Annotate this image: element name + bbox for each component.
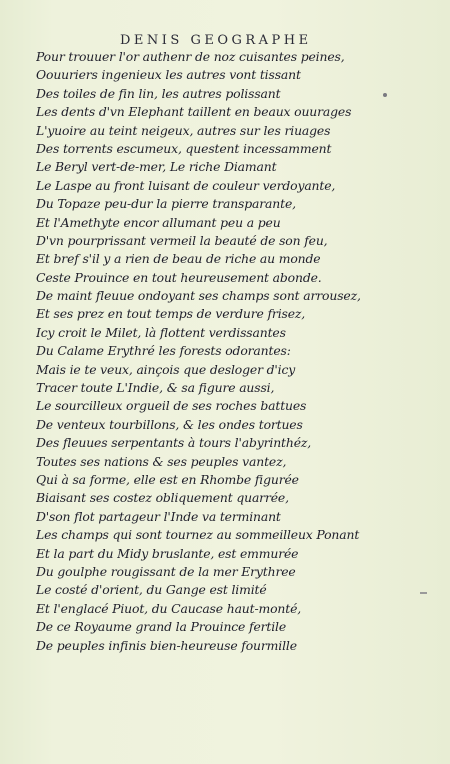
- running-header: DENIS GEOGRAPHE: [120, 33, 312, 48]
- verse-line: Des toiles de fin lin, les autres polissant: [36, 85, 281, 101]
- verse-line: Le Beryl vert-de-mer, Le riche Diamant: [36, 159, 277, 175]
- verse-line: De maint fleuue ondoyant ses champs sont arrousez,: [36, 288, 361, 304]
- verse-line: Tracer toute L'Indie, & sa figure aussi,: [36, 380, 275, 396]
- verse-line: Ceste Prouince en tout heureusement abonde.: [36, 269, 322, 285]
- verse-line: Des fleuues serpentants à tours l'abyrinthéz,: [36, 435, 312, 451]
- verse-lines: [36, 48, 436, 655]
- verse-line: Le costé d'orient, du Gange est limité: [36, 582, 267, 598]
- verse-line: Du Calame Erythré les forests odorantes:: [36, 343, 291, 359]
- verse-line: De peuples infinis bien-heureuse fourmille: [36, 637, 297, 653]
- verse-line: Mais ie te veux, ainçois que desloger d'icy: [36, 361, 296, 377]
- verse-line: Du goulphe rougissant de la mer Erythree: [36, 563, 296, 579]
- verse-line: De ce Royaume grand la Prouince fertile: [36, 619, 287, 635]
- verse-line: Oouuriers ingenieux les autres vont tissant: [36, 67, 301, 83]
- verse-line: Et bref s'il y a rien de beau de riche au monde: [36, 251, 321, 267]
- verse-line: Du Topaze peu-dur la pierre transparante,: [36, 196, 296, 212]
- verse-line: D'son flot partageur l'Inde va terminant: [36, 508, 281, 524]
- verse-line: Et l'englacé Piuot, du Caucase haut-monté,: [36, 600, 302, 616]
- verse-line: D'vn pourprissant vermeil la beauté de son feu,: [36, 232, 328, 248]
- verse-line: Pour trouuer l'or authenr de noz cuisantes peines,: [36, 49, 345, 64]
- verse-line: Les dents d'vn Elephant taillent en beaux ouurages: [36, 104, 352, 120]
- verse-line: Biaisant ses costez obliquement quarrée,: [36, 490, 289, 506]
- verse-line: Le Laspe au front luisant de couleur verdoyante,: [36, 177, 336, 193]
- verse-line: Et l'Amethyte encor allumant peu a peu: [36, 214, 281, 230]
- verse-line: Et ses prez en tout temps de verdure frisez,: [36, 306, 306, 322]
- verse-line: De venteux tourbillons, & les ondes tortues: [36, 416, 303, 432]
- verse-line: Toutes ses nations & ses peuples vantez,: [36, 453, 287, 469]
- verse-line: Qui à sa forme, elle est en Rhombe figurée: [36, 471, 299, 487]
- verse-line: Et la part du Midy bruslante, est emmurée: [36, 545, 299, 561]
- verse-line: Des torrents escumeux, questent incessamment: [36, 140, 332, 156]
- verse-line: Icy croit le Milet, là flottent verdissantes: [36, 324, 286, 340]
- verse-line: Les champs qui sont tournez au sommeilleux Ponant: [36, 527, 360, 543]
- verse-line: Le sourcilleux orgueil de ses roches battues: [36, 398, 307, 414]
- verse-line: L'yuoire au teint neigeux, autres sur les riuages: [36, 122, 331, 138]
